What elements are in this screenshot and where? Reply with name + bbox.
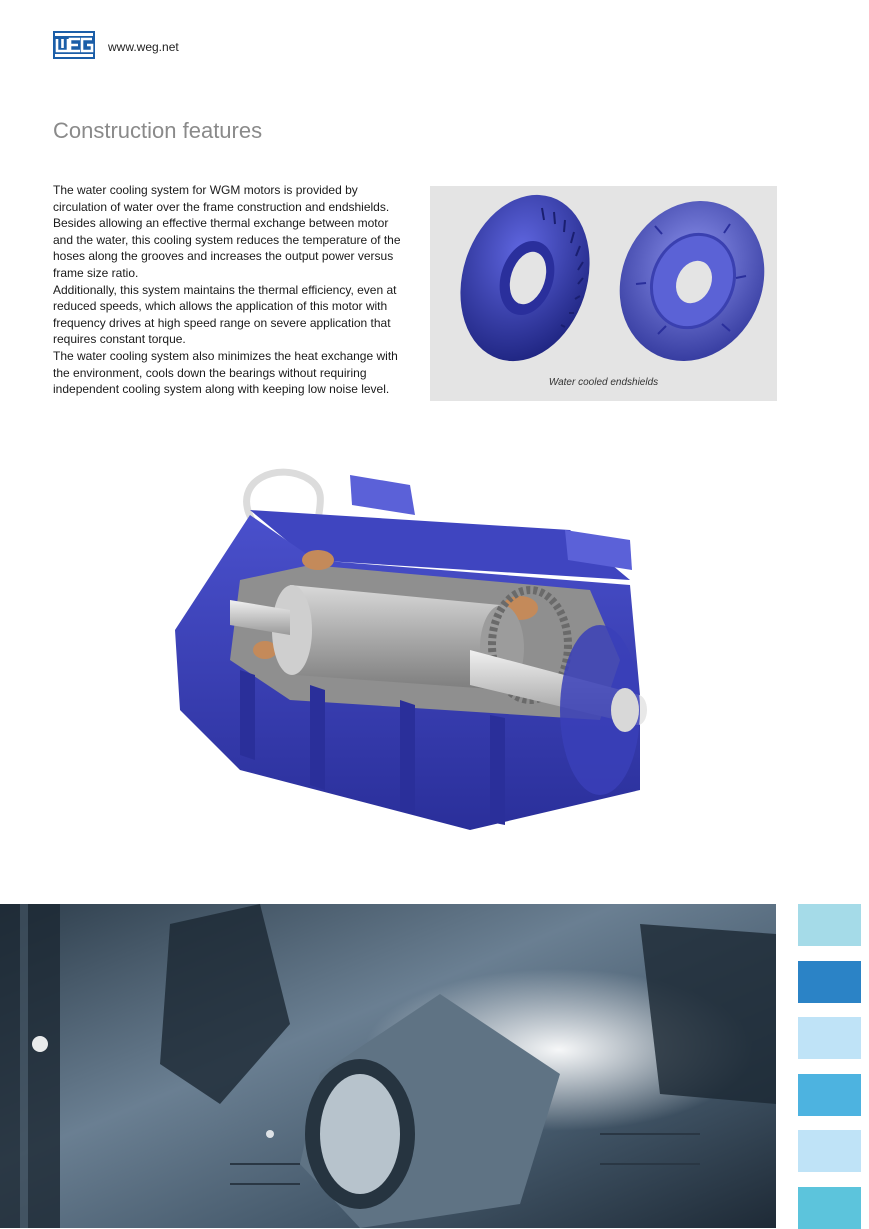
motor-cutaway-image <box>170 460 660 835</box>
steel-mill-photo <box>0 904 776 1228</box>
side-tab[interactable] <box>798 1017 861 1059</box>
endshields-figure <box>430 186 777 401</box>
paragraph: The water cooling system for WGM motors is provided by circulation of water over the frame construction and endshields. Besides allowing an effective thermal exchange between motor and the water, this cooling system reduces the temperature of the hoses along the grooves and increases the output power versus frame size ratio. <box>53 183 401 280</box>
side-tab[interactable] <box>798 904 861 946</box>
endshields-image <box>430 186 777 401</box>
side-tab[interactable] <box>798 961 861 1003</box>
side-tab[interactable] <box>798 1074 861 1116</box>
page-title: Construction features <box>53 118 263 143</box>
weg-logo <box>53 31 95 59</box>
paragraph: Additionally, this system maintains the thermal efficiency, even at reduced speeds, which allows the application of this motor with frequency drives at high speed range on severe application that requires constant torque. <box>53 282 397 347</box>
side-tab[interactable] <box>798 1187 861 1229</box>
paragraph: The water cooling system also minimizes the heat exchange with the environment, cools down the bearings without requiring independent cooling system along with keeping low noise level. <box>53 348 398 397</box>
side-tab[interactable] <box>798 1130 861 1172</box>
website-url: www.weg.net <box>108 40 179 54</box>
body-text <box>53 182 409 398</box>
figure-caption: Water cooled endshields <box>548 377 659 388</box>
